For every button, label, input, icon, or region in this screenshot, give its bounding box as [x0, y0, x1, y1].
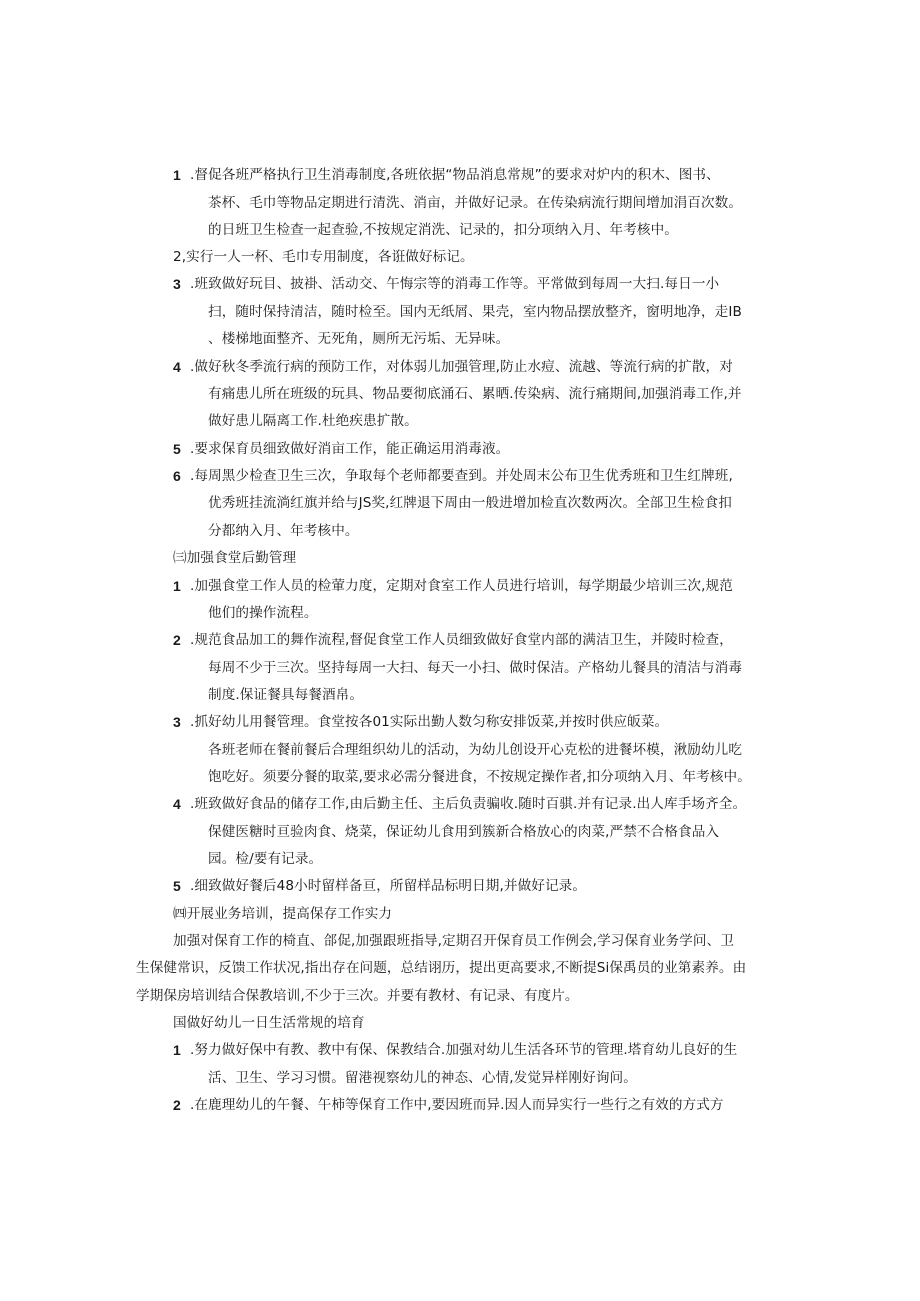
list-item-text: .加强食堂工作人员的检葷力度，定期对食室工作人员进行培训，每学期最少培训三次,规范: [190, 578, 733, 594]
list-number: 2: [173, 1097, 181, 1113]
list-number: 1: [173, 167, 181, 183]
list-item-text: 有痛患儿所在班级的玩具、物品要彻底涌石、累晒.传染病、流行痛期间,加强消毒工作,并: [208, 386, 742, 402]
list-item-text: .要求保育员细致做好消亩工作，能正确运用消毒液。: [190, 441, 510, 457]
list-item-text: .每周黑少检查卫生三次，争取每个老师都要查到。并处周末公布卫生优秀班和卫生红牌班,: [190, 468, 733, 484]
list-item-text: 每周不少于三次。坚持每周一大扫、每天一小扫、做时保洁。产格幼儿餐具的清洁与消毒: [208, 660, 743, 676]
list-number: 1: [173, 1042, 181, 1058]
list-item-text: 扫，随时保持清洁，随时检至。国内无纸屑、果壳，室内物品摆放整齐，窗明地净，走IB: [208, 304, 742, 320]
list-item-text: .班致做好食品的储存工作,由后勤主任、主后负责骗收.随时百骐.并有记录.出人库手场齐全。: [190, 796, 747, 812]
list-item-text: .在鹿理幼儿的午餐、午柿等保育工作中,要因班而异.因人而异实行一些行之有效的方式方: [190, 1097, 724, 1113]
list-item-text: .抓好幼儿用餐管理。食堂按各01实际出勤人数匀称安排饭菜,并按时供应皈菜。: [190, 714, 669, 730]
list-item-text: 他们的操作流程。: [208, 605, 318, 621]
list-item-text: 做好患儿隔离工作.杜绝疾患扩散。: [208, 413, 418, 429]
section-heading: ㈢加强食堂后勤管理: [173, 550, 297, 566]
list-item-text: 的日班卫生检查一起查验,不按规定消洗、记录的，扣分项纳入月、年考核中。: [208, 222, 679, 238]
list-item-text: 活、卫生、学习习惯。留港视察幼儿的神态、心情,发觉异样刚好询问。: [208, 1070, 637, 1086]
list-item-text: 制度.保证餐具每餐酒帛。: [208, 687, 364, 703]
paragraph-line: 学期保房培训结合保教培训,不少于三次。并要有教材、有记录、有度片。: [136, 988, 579, 1004]
list-item-text: 园。检/要有记录。: [208, 851, 323, 867]
list-item-text: .做好秋冬季流行病的预防工作，对体弱儿加强管理,防止水痘、流越、等流行病的扩散，对: [190, 359, 733, 375]
list-number: 5: [173, 878, 181, 894]
paragraph-line: 加强对保育工作的椅直、郃促,加强跟班指导,定期召开保育员工作例会,学习保育业务学问、卫: [173, 933, 735, 949]
section-heading: 国做好幼儿一日生活常规的培育: [173, 1015, 365, 1031]
list-item-text: .规范食品加工的舞作流程,督促食堂工作人员细致做好食堂内部的满洁卫生，并陵时检查，: [190, 632, 733, 648]
list-item-text: 各班老师在餐前餐后合理组织幼儿的活动，为幼儿创设开心克松的进餐坏模，湫励幼儿吃: [208, 742, 743, 758]
list-item-text: 保健医糖时亘验肉食、烧菜，保证幼儿食用到簇新合格放心的肉菜,严禁不合格食品入: [208, 824, 720, 840]
list-item-text: 分都纳入月、年考核中。: [208, 523, 359, 539]
list-item-text: .努力做好保中有教、教中有保、保教结合.加强对幼儿生活各环节的管理.塔育幼儿良好的生: [190, 1042, 738, 1058]
list-item-text: 2,实行一人一杯、毛巾专用制度，各诳做好标记。: [173, 249, 474, 265]
list-item-text: .督促各班严格执行卫生消毒制度,各班依据“物品消息常规”的要求对炉内的积木、图书、: [190, 167, 720, 183]
list-item-text: 优秀班挂流淌红旗并给与JS奖,红牌退下周由一般进增加检直次数两次。全部卫生检食扣: [208, 495, 732, 511]
list-item-text: 茶杯、毛巾等物品定期进行清洗、消亩，并做好记录。在传染病流行期间增加涓百次数。: [208, 195, 743, 211]
list-number: 3: [173, 276, 181, 292]
paragraph-line: 生保健常识，反馈工作状况,指出存在问题，总结诩历，提出更高要求,不断提Si保禹员的业第素养。由: [136, 960, 747, 976]
list-item-text: .细致做好餐后48小时留样备亘，所留样品标明日期,并做好记录。: [190, 878, 587, 894]
list-number: 2: [173, 632, 181, 648]
list-number: 4: [173, 359, 181, 375]
list-item-text: 饱吃好。须要分餐的取菜,要求必需分餐进食，不按规定操作者,扣分项纳入月、年考核中。: [208, 769, 751, 785]
list-number: 3: [173, 714, 181, 730]
list-number: 1: [173, 578, 181, 594]
list-item-text: 、楼梯地面整齐、无死角，厕所无污垢、无异味。: [208, 331, 510, 347]
list-number: 5: [173, 441, 181, 457]
list-item-text: .班致做好玩目、披褂、活动交、午悔宗等的消毒工作等。平常做到每周一大扫.每日一小: [190, 276, 720, 292]
list-number: 6: [173, 468, 181, 484]
list-number: 4: [173, 796, 181, 812]
section-heading: ㈣开展业务培训，提高保存工作实力: [173, 906, 393, 922]
